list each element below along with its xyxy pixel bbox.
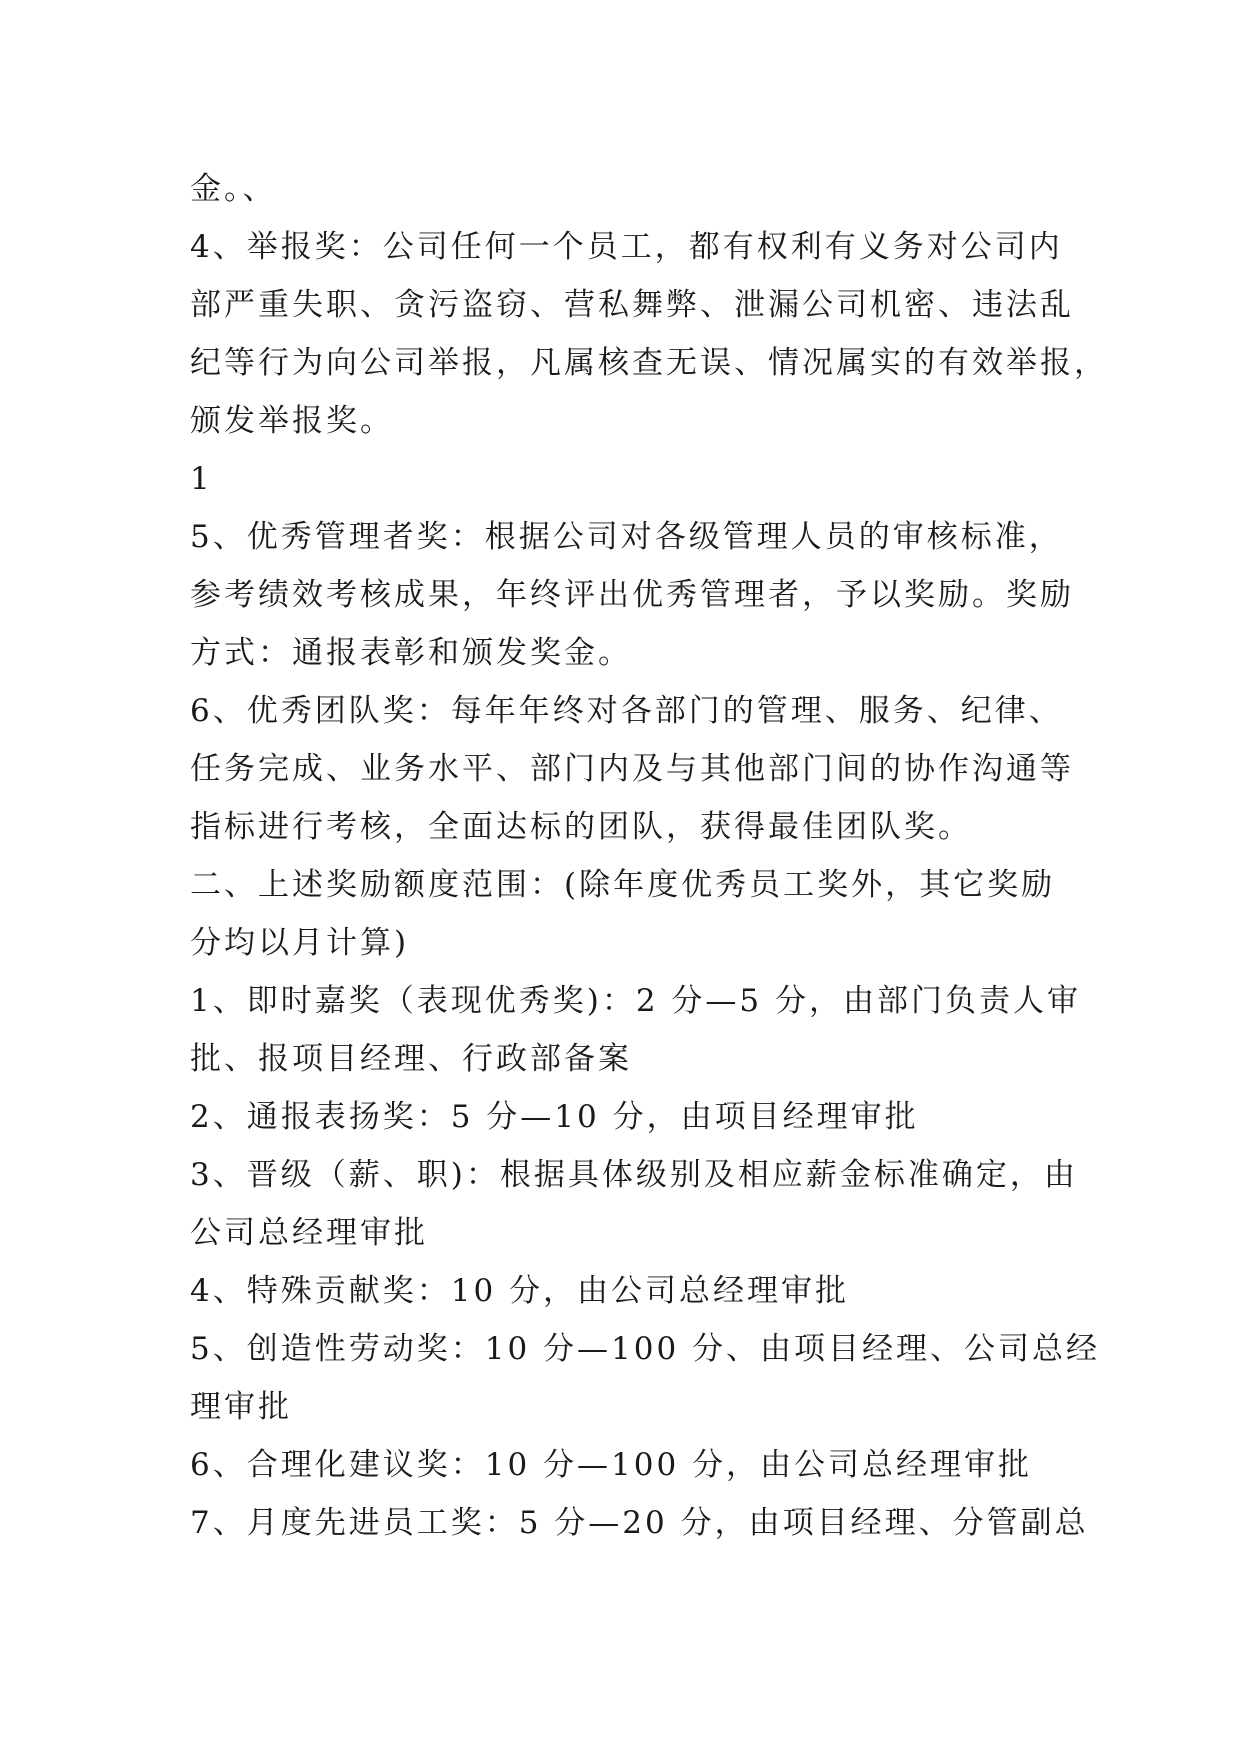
text-line: 批、报项目经理、行政部备案 — [190, 1041, 632, 1077]
page-number-line: 1 — [190, 461, 213, 497]
text-line: 任务完成、业务水平、部门内及与其他部门间的协作沟通等 — [190, 751, 1074, 787]
text-line: 参考绩效考核成果，年终评出优秀管理者，予以奖励。奖励 — [190, 577, 1074, 613]
text-line: 7、月度先进员工奖：5 分—20 分，由项目经理、分管副总 — [190, 1505, 1089, 1541]
text-line: 分均以月计算) — [190, 925, 410, 961]
text-line: 部严重失职、贪污盗窃、营私舞弊、泄漏公司机密、违法乱 — [190, 287, 1074, 323]
text-line: 2、通报表扬奖：5 分—10 分，由项目经理审批 — [190, 1099, 919, 1135]
text-line: 颁发举报奖。 — [190, 403, 394, 439]
text-line: 1、即时嘉奖（表现优秀奖)：2 分—5 分，由部门负责人审 — [190, 983, 1081, 1019]
text-line: 4、特殊贡献奖：10 分，由公司总经理审批 — [190, 1273, 850, 1309]
text-line: 方式：通报表彰和颁发奖金。 — [190, 635, 632, 671]
section-heading-line: 二、上述奖励额度范围：(除年度优秀员工奖外，其它奖励 — [190, 867, 1056, 903]
text-line: 指标进行考核，全面达标的团队，获得最佳团队奖。 — [190, 809, 972, 845]
text-line: 纪等行为向公司举报，凡属核查无误、情况属实的有效举报， — [190, 345, 1108, 381]
document-body — [190, 160, 1108, 1552]
text-line: 理审批 — [190, 1389, 292, 1425]
text-line: 5、创造性劳动奖：10 分—100 分、由项目经理、公司总经 — [190, 1331, 1101, 1367]
text-line: 6、合理化建议奖：10 分—100 分，由公司总经理审批 — [190, 1447, 1033, 1483]
text-line: 公司总经理审批 — [190, 1215, 428, 1251]
text-line: 5、优秀管理者奖：根据公司对各级管理人员的审核标准， — [190, 519, 1063, 555]
text-line: 4、举报奖：公司任何一个员工，都有权利有义务对公司内 — [190, 229, 1063, 265]
text-line: 6、优秀团队奖：每年年终对各部门的管理、服务、纪律、 — [190, 693, 1063, 729]
text-line: 3、晋级（薪、职)：根据具体级别及相应薪金标准确定，由 — [190, 1157, 1078, 1193]
text-line: 金。、 — [190, 171, 277, 207]
